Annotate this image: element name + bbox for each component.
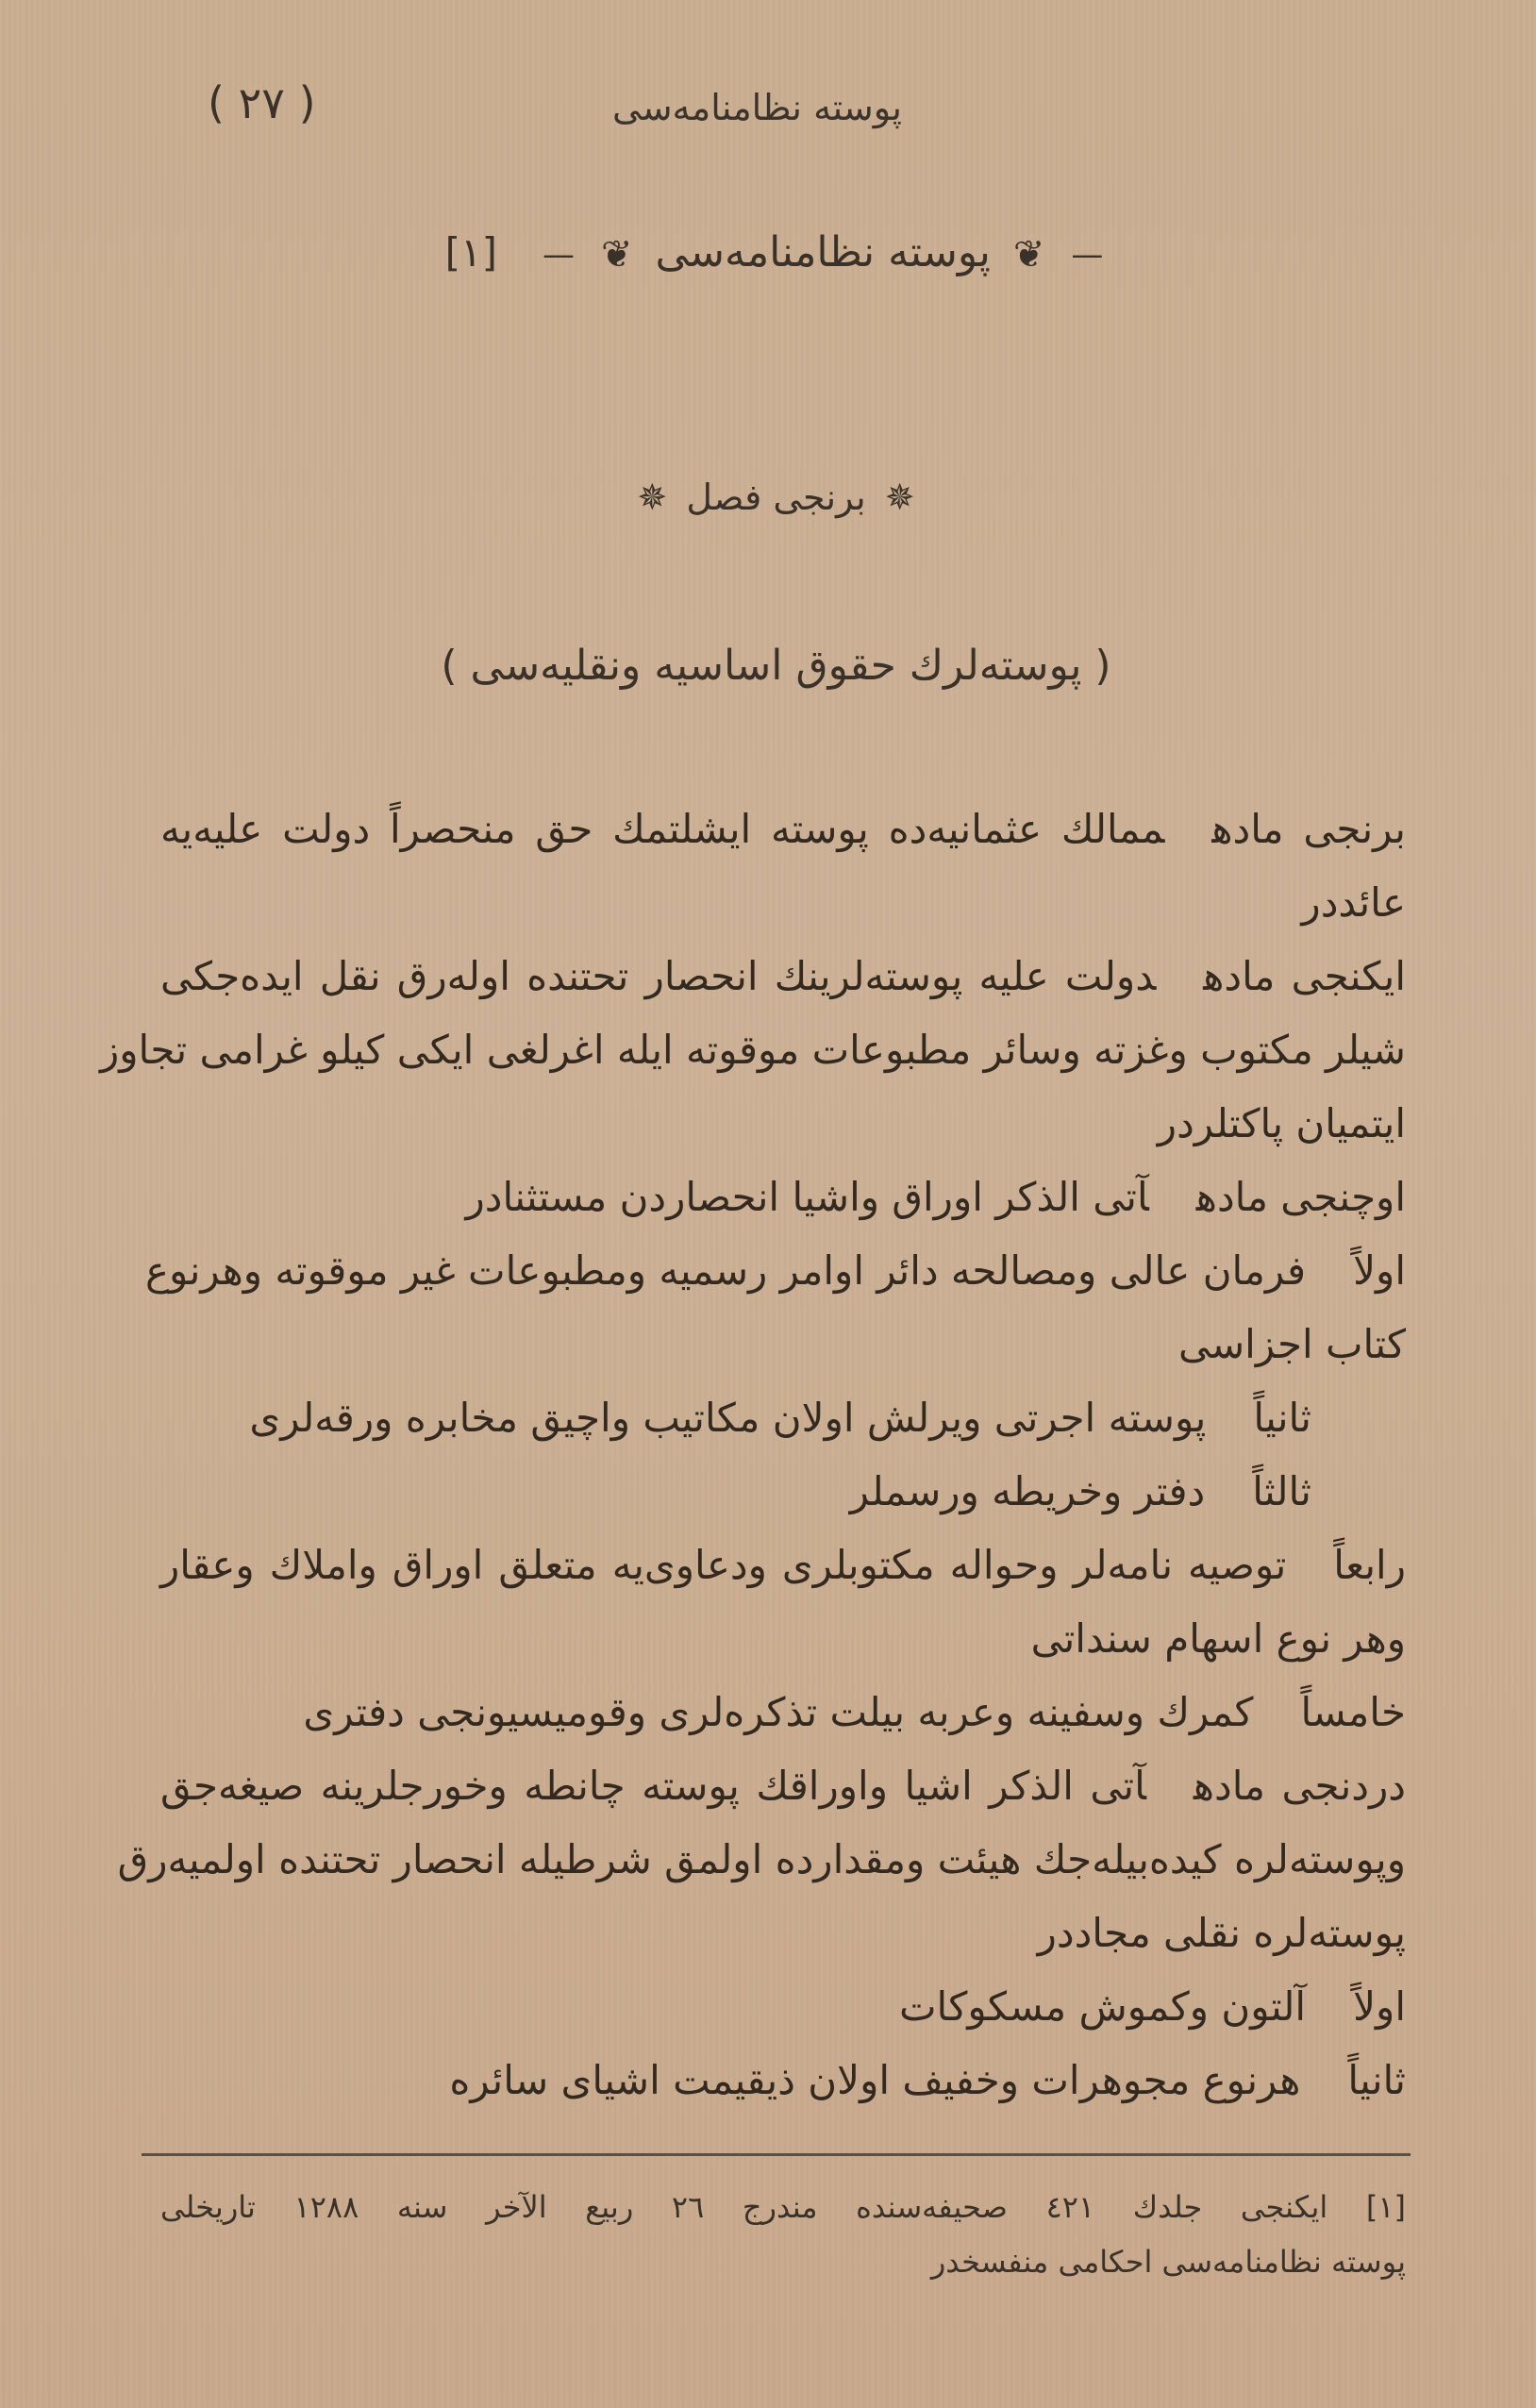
footnote xyxy=(160,2180,1406,2289)
article-3 xyxy=(160,1161,1406,1234)
article-label: برنجی ماده xyxy=(1211,806,1406,852)
article-3-list xyxy=(144,1234,1406,1749)
running-title: پوسته نظامنامه‌سی xyxy=(612,87,902,128)
article-label: ایكنجی ماده xyxy=(1203,953,1406,999)
article-text: عائددر xyxy=(1301,879,1406,926)
item-label: ثالثاً xyxy=(1252,1468,1311,1514)
article-text: دولت علیه پوسته‌لرینك انحصار تحتنده اوله‌رق نقل ایده‌جكی xyxy=(160,953,1157,999)
article-label: اوچنجی ماده xyxy=(1195,1174,1406,1220)
article-label: دردنجی ماده xyxy=(1193,1763,1406,1809)
title-text: پوسته نظامنامه‌سی xyxy=(655,228,991,276)
article-2 xyxy=(99,940,1406,1161)
article-text: ایتمیان پاكتلردر xyxy=(1157,1100,1406,1146)
footnote-divider xyxy=(142,2153,1411,2156)
article-text: ممالك عثمانیه‌ده پوسته ایشلتمك حق منحصراً دولت علیه‌یه xyxy=(160,806,1165,852)
item-text: كتاب اجزاسی xyxy=(1177,1321,1406,1367)
item-label: اولاً xyxy=(1353,1247,1406,1294)
section-subtitle: ( پوسته‌لرك حقوق اساسیه ونقلیه‌سی ) xyxy=(441,642,1111,690)
article-text: آتی الذكر اشیا واوراقك پوسته چانطه وخورجلرینه صیغه‌جق xyxy=(160,1763,1146,1809)
item-text: دفتر وخریطه ورسملر xyxy=(849,1468,1206,1514)
item-text: پوسته اجرتی ویرلش اولان مكاتیب واچیق مخابره ورقه‌لری xyxy=(249,1395,1207,1441)
item-label: رابعاً xyxy=(1333,1542,1406,1588)
item-text: كمرك وسفینه وعربه بیلت تذكره‌لری وقومیسیونجی دفتری xyxy=(303,1689,1254,1735)
article-4 xyxy=(117,1749,1406,1970)
article-4-list xyxy=(160,1970,1406,2117)
footnote-reference: [١] xyxy=(444,229,497,276)
dash-ornament-right: — xyxy=(1071,236,1104,274)
article-1 xyxy=(160,793,1406,940)
page-number: ( ٢٧ ) xyxy=(208,77,316,128)
item-text: توصیه نامه‌لر وحواله مكتوبلری ودعاوی‌یه متعلق اوراق واملاك وعقار xyxy=(160,1542,1287,1588)
item-label: ثانیاً xyxy=(1347,2057,1406,2103)
chapter-heading xyxy=(142,477,1411,518)
item-text: آلتون وكموش مسكوكات xyxy=(898,1983,1307,2030)
book-page xyxy=(99,57,1411,2280)
body-text xyxy=(99,793,1406,2117)
article-text: آتی الذكر اوراق واشیا انحصاردن مستثنادر xyxy=(465,1174,1149,1220)
item-label: ثانیاً xyxy=(1253,1395,1311,1441)
item-text: فرمان عالی ومصالحه دائر اوامر رسمیه ومطبوعات غیر موقوته وهرنوع xyxy=(144,1247,1307,1294)
running-header xyxy=(142,77,1411,153)
item-label: خامساً xyxy=(1300,1689,1406,1735)
footnote-text: پوسته نظامنامه‌سی احكامی منفسخدر xyxy=(930,2244,1406,2280)
document-title xyxy=(142,228,1411,276)
fleuron-right-icon: ❦ xyxy=(1012,233,1045,276)
item-text: وهر نوع اسهام سنداتی xyxy=(1030,1615,1406,1662)
item-text: هرنوع مجوهرات وخفیف اولان ذیقیمت اشیای سائره xyxy=(449,2057,1301,2103)
star-ornament-left-icon: ✵ xyxy=(637,477,668,518)
footnote-text: [١] ایكنجی جلدك ٤٢١ صحیفه‌سنده مندرج ٢٦ ربیع الآخر سنه ١٢٨٨ تاریخلی xyxy=(160,2189,1407,2225)
article-text: شیلر مكتوب وغزته وسائر مطبوعات موقوته ایله اغرلغی ایكی كیلو غرامی تجاوز xyxy=(99,1027,1406,1073)
item-label: اولاً xyxy=(1353,1983,1406,2030)
chapter-title: برنجی فصل xyxy=(686,477,866,518)
dash-ornament-left: — xyxy=(542,236,575,274)
article-text: وپوسته‌لره كیده‌بیله‌جك هیئت ومقدارده اولمق شرطیله انحصار تحتنده اولمیه‌رق xyxy=(117,1836,1406,1882)
star-ornament-right-icon: ✵ xyxy=(884,477,915,518)
fleuron-left-icon: ❦ xyxy=(600,233,633,276)
article-text: پوسته‌لره نقلی مجاددر xyxy=(1037,1910,1406,1956)
